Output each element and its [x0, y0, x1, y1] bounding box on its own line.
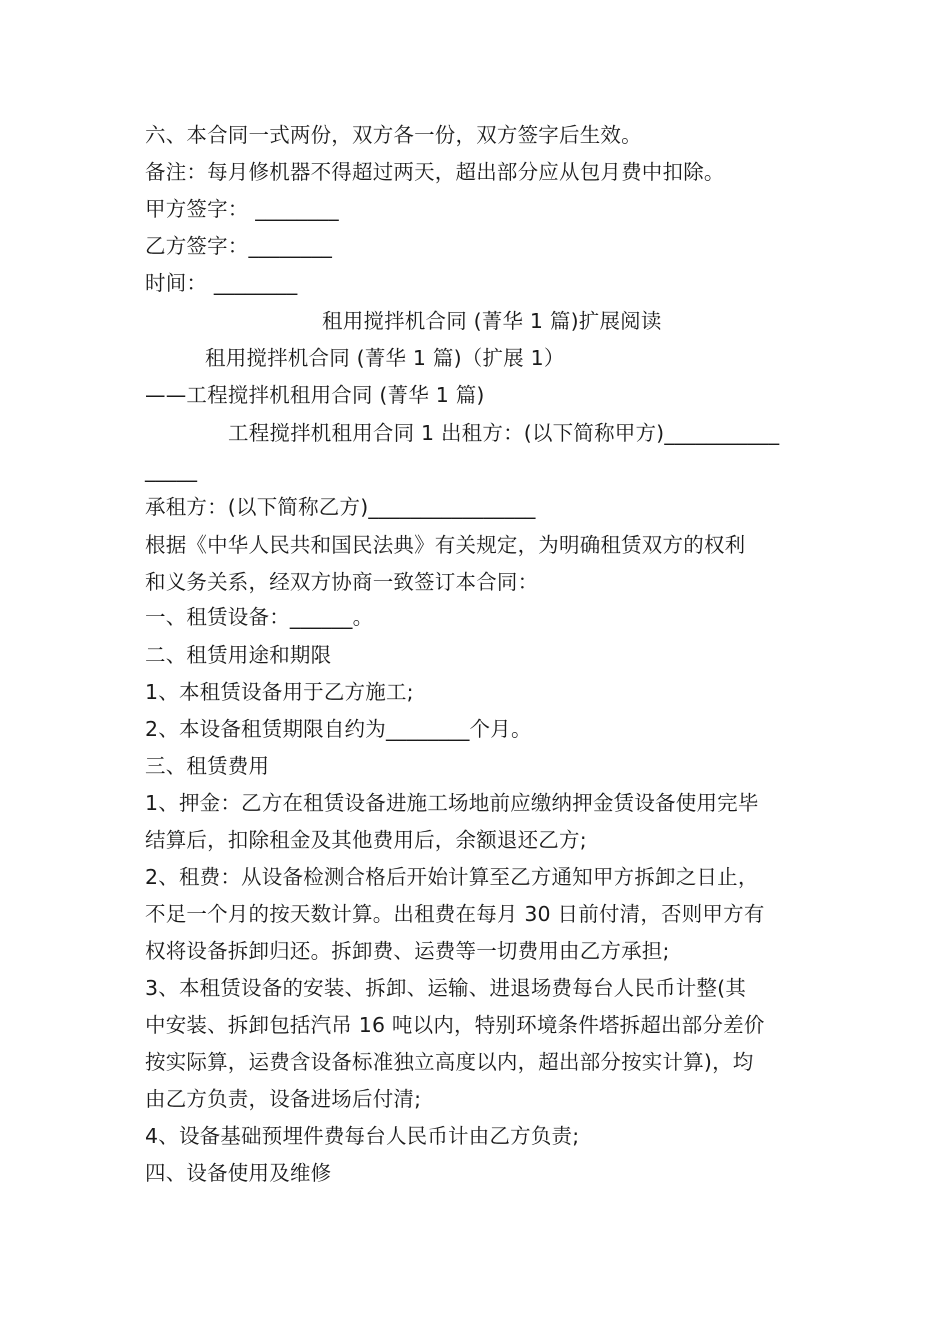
date-line: 时间： ________	[145, 271, 298, 295]
item-3-1-line-1: 1、押金：乙方在租赁设备进施工场地前应缴纳押金赁设备使用完毕	[145, 791, 759, 815]
item-3-2-line-2: 不足一个月的按天数计算。出租费在每月 30 日前付清，否则甲方有	[145, 902, 765, 926]
clause-one-equipment: 一、租赁设备：______。	[145, 605, 374, 629]
lessor-line-continued: _____	[145, 458, 198, 482]
extended-reading-heading: 租用搅拌机合同 (菁华 1 篇)扩展阅读	[322, 309, 662, 333]
remark-line: 备注：每月修机器不得超过两天，超出部分应从包月费中扣除。	[145, 160, 725, 184]
item-3-2-line-1: 2、租费：从设备检测合格后开始计算至乙方通知甲方拆卸之日止，	[145, 865, 759, 889]
section-three-heading: 三、租赁费用	[145, 754, 270, 778]
item-3-3-line-3: 按实际算，运费含设备标准独立高度以内，超出部分按实计算)，均	[145, 1050, 754, 1074]
preamble-line-1: 根据《中华人民共和国民法典》有关规定，为明确租赁双方的权利	[145, 533, 746, 557]
section-four-heading: 四、设备使用及维修	[145, 1161, 332, 1185]
clause-six-copies: 六、本合同一式两份，双方各一份，双方签字后生效。	[145, 123, 642, 147]
extension-title: 租用搅拌机合同 (菁华 1 篇)（扩展 1）	[205, 346, 565, 370]
item-3-3-line-4: 由乙方负责，设备进场后付清;	[145, 1087, 422, 1111]
section-two-heading: 二、租赁用途和期限	[145, 643, 332, 667]
item-3-4: 4、设备基础预埋件费每台人民币计由乙方负责;	[145, 1124, 580, 1148]
item-2-2: 2、本设备租赁期限自约为________个月。	[145, 717, 532, 741]
party-a-signature: 甲方签字： ________	[145, 197, 339, 221]
contract-subtitle: ——工程搅拌机租用合同 (菁华 1 篇)	[145, 383, 485, 407]
item-3-3-line-1: 3、本租赁设备的安装、拆卸、运输、进退场费每台人民币计整(其	[145, 976, 747, 1000]
preamble-line-2: 和义务关系，经双方协商一致签订本合同：	[145, 570, 539, 594]
lessor-line: 工程搅拌机租用合同 1 出租方：(以下简称甲方)___________	[228, 421, 780, 445]
lessee-line: 承租方：(以下简称乙方)________________	[145, 495, 536, 519]
item-2-1: 1、本租赁设备用于乙方施工;	[145, 680, 414, 704]
item-3-2-line-3: 权将设备拆卸归还。拆卸费、运费等一切费用由乙方承担;	[145, 939, 670, 963]
item-3-3-line-2: 中安装、拆卸包括汽吊 16 吨以内，特别环境条件塔拆超出部分差价	[145, 1013, 765, 1037]
item-3-1-line-2: 结算后，扣除租金及其他费用后，余额退还乙方;	[145, 828, 587, 852]
party-b-signature: 乙方签字：________	[145, 234, 333, 258]
